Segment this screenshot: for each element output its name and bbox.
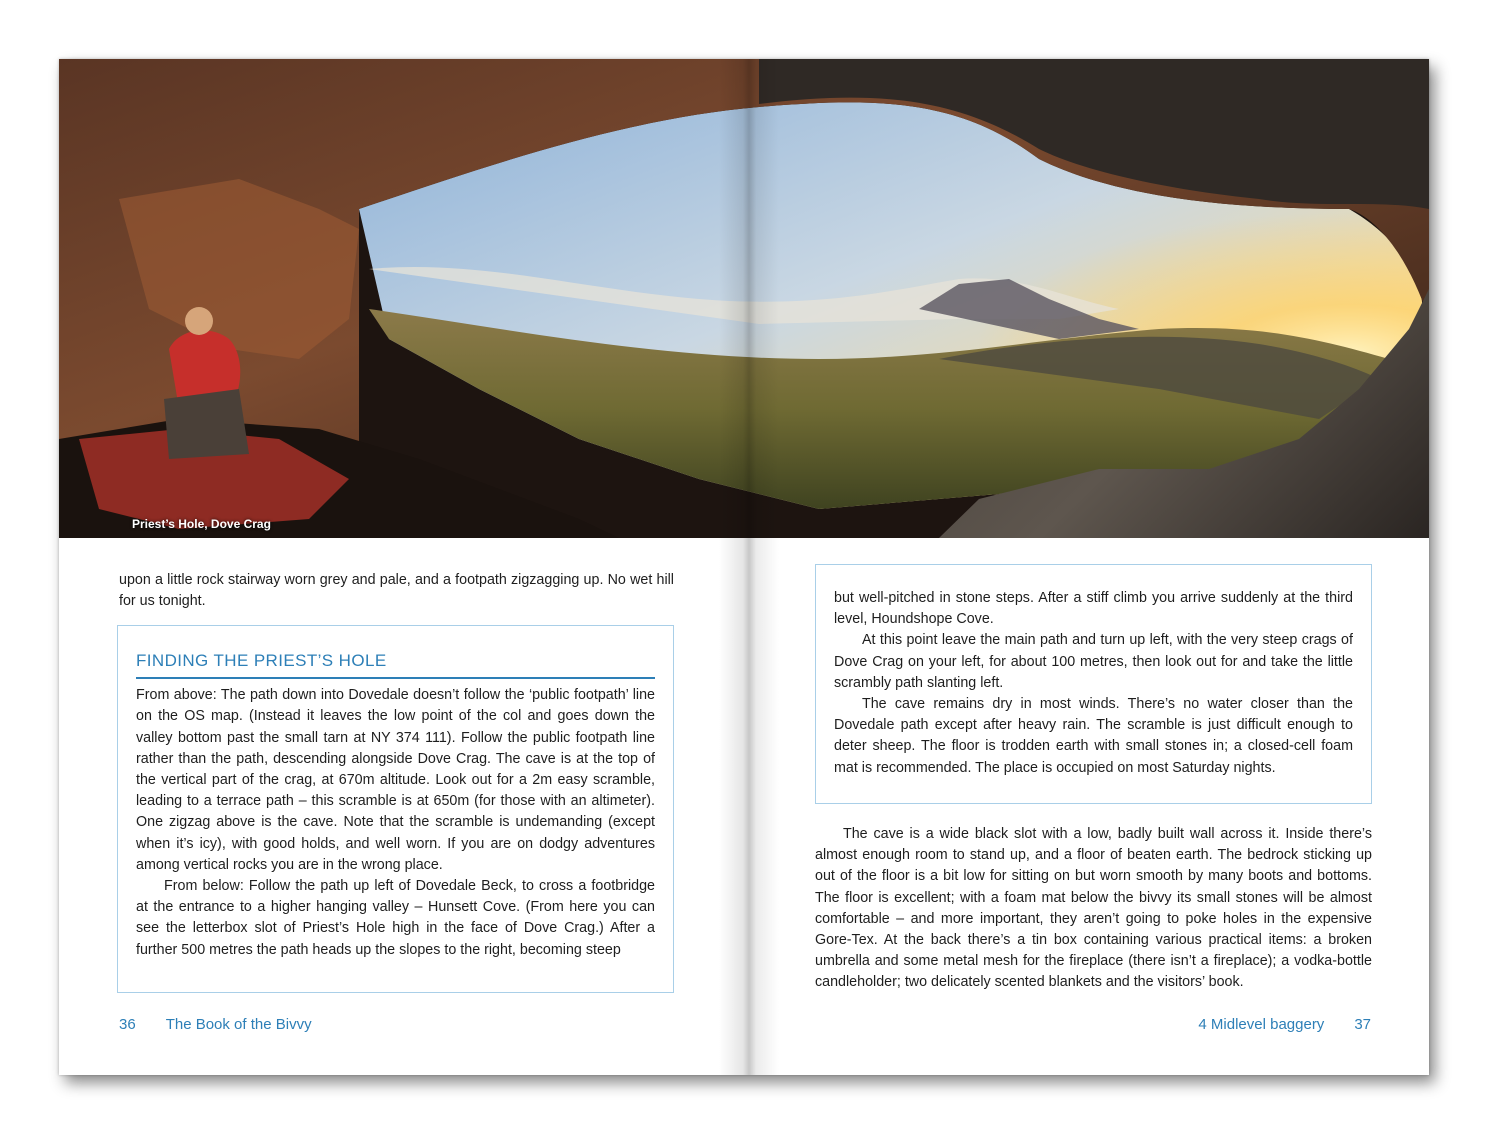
finding-box-continued [815,564,1372,804]
left-running-title: The Book of the Bivvy [165,1016,312,1033]
from-below-paragraph [136,876,655,961]
photo-caption: Priest’s Hole, Dove Crag [132,517,271,531]
from-above-paragraph [136,685,655,876]
left-lead-paragraph: upon a little rock stairway worn grey and pale, and a footpath zigzagging up. No wet hill for us tonight. [119,572,674,610]
book-spread [59,59,1429,1075]
finding-box [117,625,674,993]
left-page-footer [119,1016,312,1033]
from-below-text: Follow the path up left of Dovedale Beck, to cross a footbridge at the entrance to a higher hanging valley – Hunsett Cove. (From here you can see the letterbox slot of Priest’s Hole high in the face of Dove Crag.) After a further 500 metres the path heads up the slopes to the right, becoming steep [136,878,655,958]
cave-panorama-photo [59,59,1429,538]
box-continued-para-2: At this point leave the main path and turn up left, with the very steep crags of Dove Crag on your left, for about 100 metres, then look out for and take the little scrambly path slanting left. [834,632,1353,691]
left-page-number: 36 [119,1016,136,1033]
right-running-title: 4 Midlevel baggery [1198,1016,1325,1033]
right-main-paragraph: The cave is a wide black slot with a low, badly built wall across it. Inside there’s almost enough room to stand up, and a floor of beaten earth. The bedrock sticking up out of the floor is a bit low for sitting on but worn smooth by many boots and bottoms. The floor is excellent; with a foam mat below the bivvy its small stones will be almost comfortable – and more important, they aren’t going to poke holes in the expensive Gore-Tex. At the back there’s a tin box containing various practical items: a broken umbrella and some metal mesh for the fireplace (there isn’t a fireplace); a vodka-bottle candleholder; two delicately scented blankets and the visitors’ book. [815,826,1372,991]
from-below-label: From below: [164,878,244,895]
box-continued-para-1: but well-pitched in stone steps. After a stiff climb you arrive suddenly at the third level, Houndshope Cove. [834,590,1353,628]
from-above-text: The path down into Dovedale doesn’t follow the ‘public footpath’ line on the OS map. (Instead it leaves the low point of the col and goes down the valley bottom past the small tarn at NY 374 111). Follow the public footpath line rather than the path, descending alongside Dove Crag. The cave is at the top of the vertical part of the crag, at 670m altitude. Look out for a 2m easy scramble, leading to a terrace path – this scramble is at 650m (for those with an altimeter). One zigzag above is the cave. Note that the scramble is undemanding (except when it’s icy), with good holds, and well worn. If you are on dodgy adventures among vertical rocks you are in the wrong place. [136,687,655,873]
box-continued-para-3: The cave remains dry in most winds. There’s no water closer than the Dovedale path except after heavy rain. The scramble is just difficult enough to deter sheep. The floor is trodden earth with small stones in; a closed-cell foam mat is recommended. The place is occupied on most Saturday nights. [834,696,1353,776]
from-above-label: From above: [136,687,217,704]
finding-box-heading: FINDING THE PRIEST’S HOLE [136,650,655,679]
right-page-number: 37 [1354,1016,1371,1033]
right-page-footer [1198,1016,1371,1033]
